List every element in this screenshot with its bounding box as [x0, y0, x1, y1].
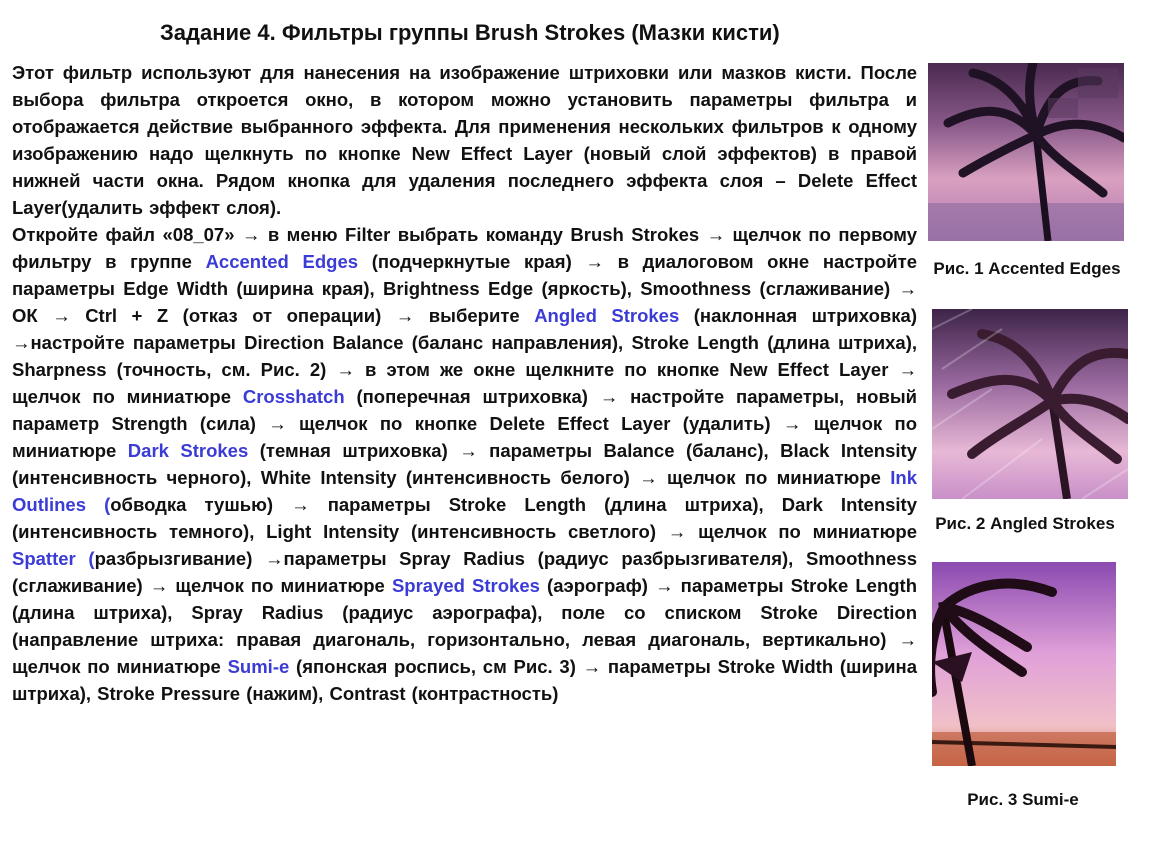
text-segment: обводка тушью) → параметры Stroke Length (длина штриха), Dark Intensity (интенсивность темного), Light Intensity (интенсивность светлого) → щелчок по миниатюре	[12, 494, 918, 542]
palm-tree-image	[928, 63, 1124, 241]
text-segment: разбрызгивание) →параметры Spray Radius (радиус разбрызгивателя), Smoothness (сглаживание) → щелчок по миниатюре	[12, 548, 917, 596]
page-title: Задание 4. Фильтры группы Brush Strokes (Мазки кисти)	[160, 20, 780, 45]
figure-accented-edges-image	[928, 63, 1124, 241]
text-segment: (наклонная штриховка) →настройте параметры Direction Balance (баланс направления), Stroke Length (длина штриха), Sharpness (точность, см. Рис. 2) → в этом же окне щелкните по кнопке New Effect Layer → щелчок по миниатюре	[12, 305, 917, 407]
palm-tree-image	[932, 309, 1128, 499]
filter-name-angled-strokes: Angled Strokes	[534, 305, 680, 326]
filter-name-accented-edges: Accented Edges	[205, 251, 359, 272]
text-segment: (подчеркнутые края) → в диалоговом окне настройте параметры Edge Width (ширина края), Brightness Edge (яркость), Smoothness (сглаживание) → ОК → Ctrl + Z (отказ от операции) → выберите	[12, 251, 918, 326]
text-segment: (поперечная штриховка) → настройте параметры, новый параметр Strength (сила) → щелчок по кнопке Delete Effect Layer (удалить) → щелчок по миниатюре	[12, 386, 917, 461]
figure-caption-2: Рис. 2 Angled Strokes	[935, 514, 1115, 533]
figure-angled-strokes-image	[932, 309, 1128, 499]
intro-paragraph: Этот фильтр используют для нанесения на изображение штриховки или мазков кисти. После выбора фильтра откроется окно, в котором можно установить параметры фильтра и отображается действие выбранного эффекта. Для применения нескольких фильтров к одному изображению надо щелкнуть по кнопке New Effect Layer (новый слой эффектов) в правой нижней части окна. Рядом кнопка для удаления последнего эффекта слоя – Delete Effect Layer(удалить эффект слоя).	[12, 62, 917, 218]
filter-name-sprayed-strokes: Sprayed Strokes	[391, 575, 540, 596]
instructions-paragraph	[12, 221, 917, 707]
figure-caption-3: Рис. 3 Sumi-e	[967, 790, 1079, 809]
text-segment: (темная штриховка) → параметры Balance (баланс), Black Intensity (интенсивность черного), White Intensity (интенсивность белого) → щелчок по миниатюре	[12, 440, 917, 488]
filter-name-dark-strokes: Dark Strokes	[127, 440, 249, 461]
filter-name-spatter: Spatter (	[12, 548, 95, 569]
main-text	[12, 59, 917, 707]
filter-name-ink-outlines: Ink Outlines (	[12, 467, 917, 515]
text-segment: (аэрограф) → параметры Stroke Length (длина штриха), Spray Radius (радиус аэрографа), поле со списком Stroke Direction (направление штриха: правая диагональ, горизонтально, левая диагональ, вертикально) → щелчок по миниатюре	[12, 575, 918, 677]
filter-name-sumi-e: Sumi-e	[227, 656, 290, 677]
figure-caption-1: Рис. 1 Accented Edges	[933, 259, 1121, 278]
text-segment: (японская роспись, см Рис. 3) → параметры Stroke Width (ширина штриха), Stroke Pressure (нажим), Contrast (контрастность)	[12, 656, 917, 704]
figure-sumi-e-image	[932, 562, 1116, 766]
filter-name-crosshatch: Crosshatch	[242, 386, 345, 407]
palm-tree-image	[932, 562, 1116, 766]
text-segment: Откройте файл «08_07» → в меню Filter выбрать команду Brush Strokes → щелчок по первому фильтру в группе	[12, 224, 917, 272]
